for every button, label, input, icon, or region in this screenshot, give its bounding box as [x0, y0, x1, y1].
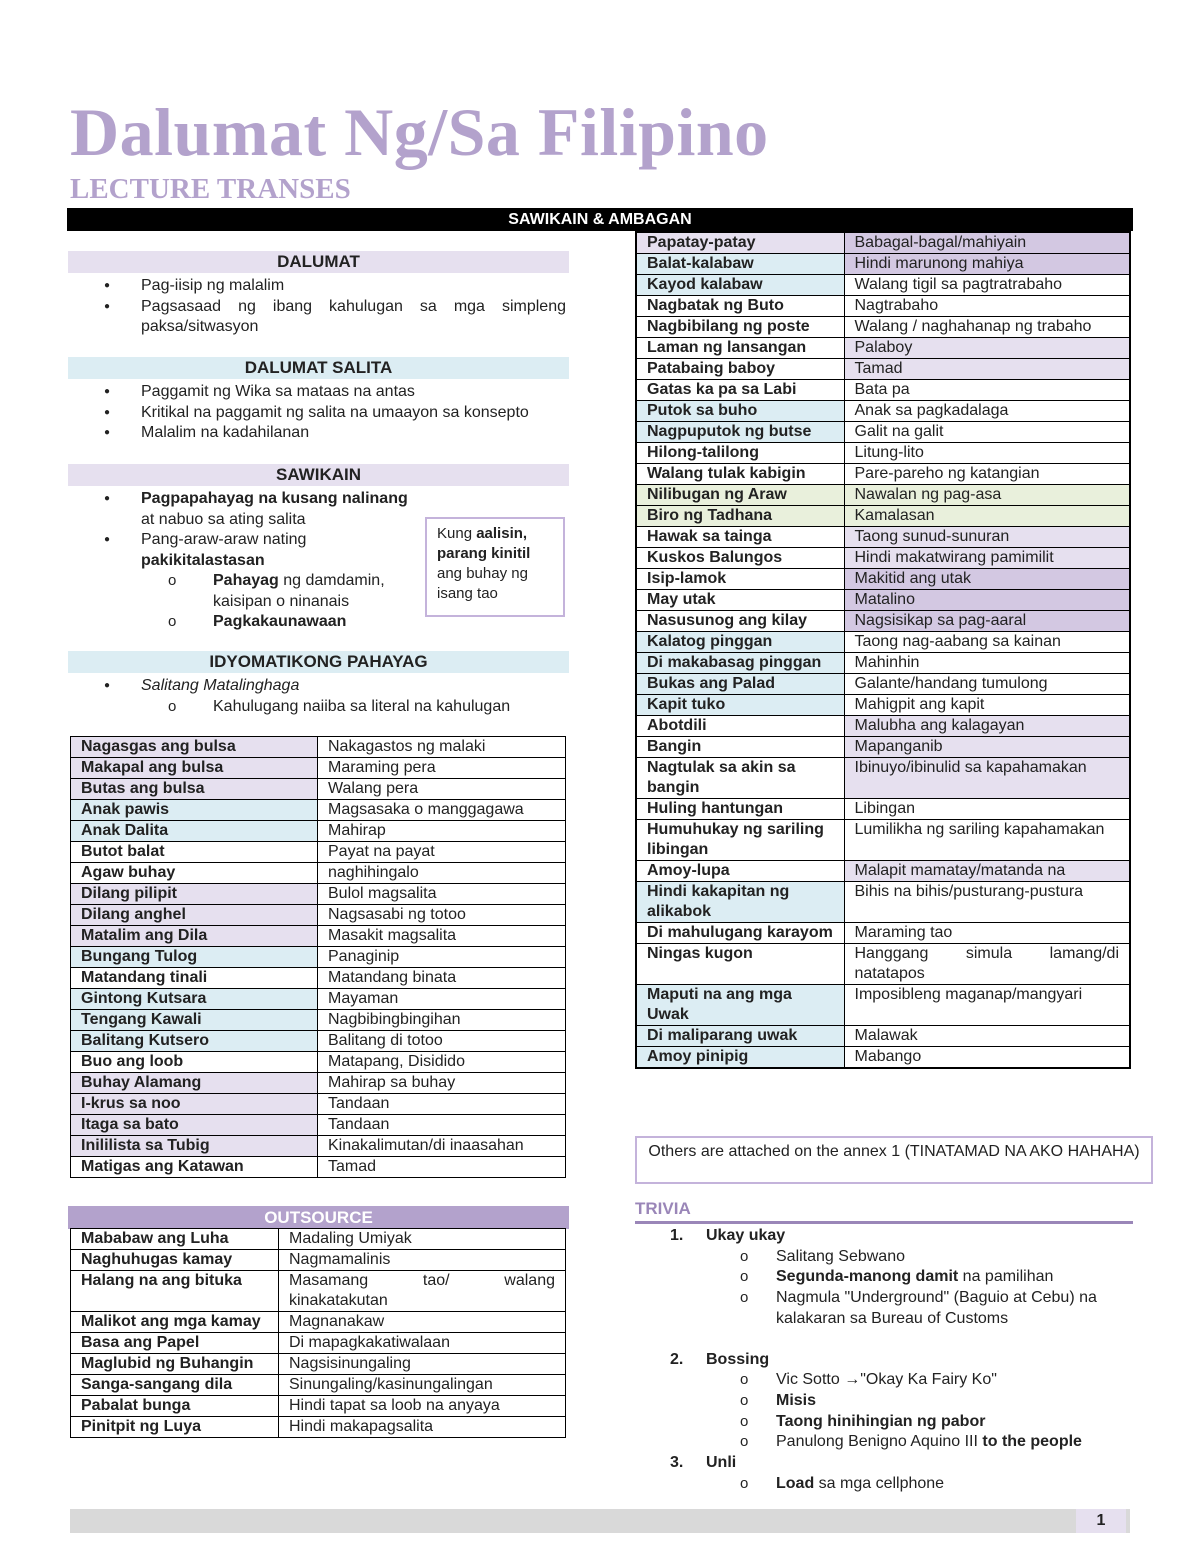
table-row	[71, 842, 566, 863]
meaning-cell: Kamalasan	[844, 506, 1130, 527]
list-item: ● Paggamit ng Wika sa mataas na antas	[100, 382, 566, 403]
table-row	[636, 422, 1130, 443]
meaning-cell: Malawak	[844, 1026, 1130, 1047]
trivia-sub-item	[740, 1474, 1140, 1495]
idiom-cell: Amoy pinipig	[636, 1047, 844, 1069]
idiom-cell: Walang tulak kabigin	[636, 464, 844, 485]
idiom-cell: Patabaing baboy	[636, 359, 844, 380]
meaning-cell: Litung-lito	[844, 443, 1130, 464]
idiom-cell: Halang na ang bituka	[71, 1271, 279, 1312]
table-row	[71, 1010, 566, 1031]
idiom-cell: Butot balat	[71, 842, 318, 863]
table-row	[636, 232, 1130, 254]
table-row	[636, 275, 1130, 296]
table-row	[71, 821, 566, 842]
meaning-cell: Nawalan ng pag-asa	[844, 485, 1130, 506]
table-row	[71, 1375, 566, 1396]
meaning-cell: Masamang tao/ walang kinakatakutan	[279, 1271, 566, 1312]
meaning-cell: Taong nag-aabang sa kainan	[844, 632, 1130, 653]
meaning-cell: Magsasaka o manggagawa	[318, 800, 566, 821]
dalumat-list	[100, 276, 566, 338]
page-title: Dalumat Ng/Sa Filipino	[70, 94, 769, 170]
meaning-cell: Tamad	[318, 1157, 566, 1178]
meaning-cell: Walang pera	[318, 779, 566, 800]
trivia-text: sa mga cellphone	[814, 1474, 945, 1492]
idiom-cell: Humuhukay ng sariling libingan	[636, 820, 844, 861]
trivia-item	[670, 1226, 1140, 1247]
table-row	[636, 985, 1130, 1026]
meaning-cell: Malapit mamatay/matanda na	[844, 861, 1130, 882]
idiom-cell: Matandang tinali	[71, 968, 318, 989]
table-row	[71, 1229, 566, 1250]
trivia-bold: Misis	[776, 1391, 817, 1409]
table-row	[636, 611, 1130, 632]
meaning-cell: Di mapagkakatiwalaan	[279, 1333, 566, 1354]
table-row	[71, 1396, 566, 1417]
table-row	[636, 674, 1130, 695]
table-row	[71, 1312, 566, 1333]
table-row	[71, 1271, 566, 1312]
table-row	[636, 506, 1130, 527]
callout-pre: Kung	[437, 525, 477, 542]
trivia-list	[670, 1226, 1140, 1494]
meaning-cell: Babagal-bagal/mahiyain	[844, 232, 1130, 254]
trivia-sub-item	[740, 1391, 1140, 1412]
list-item	[100, 489, 415, 530]
table-row	[636, 485, 1130, 506]
idiom-cell: Nagbibilang ng poste	[636, 317, 844, 338]
idyomatiko-item: Salitang Matalinghaga	[141, 677, 300, 694]
idiom-cell: Sanga-sangang dila	[71, 1375, 279, 1396]
meaning-cell: Magnanakaw	[279, 1312, 566, 1333]
table-row	[636, 632, 1130, 653]
table-row	[636, 861, 1130, 882]
meaning-cell: Galante/handang tumulong	[844, 674, 1130, 695]
idiom-cell: Isip-lamok	[636, 569, 844, 590]
meaning-cell: Lumilikha ng sariling kapahamakan	[844, 820, 1130, 861]
meaning-cell: Nagsisinungaling	[279, 1354, 566, 1375]
meaning-cell: Walang / naghahanap ng trabaho	[844, 317, 1130, 338]
idiom-cell: Nagbatak ng Buto	[636, 296, 844, 317]
table-row	[71, 1136, 566, 1157]
meaning-cell: Mapanganib	[844, 737, 1130, 758]
idiom-cell: Agaw buhay	[71, 863, 318, 884]
table-row	[71, 926, 566, 947]
meaning-cell: Panaginip	[318, 947, 566, 968]
idiom-cell: Hawak sa tainga	[636, 527, 844, 548]
callout-rest: ang buhay ng isang tao	[437, 565, 528, 602]
trivia-sublist	[670, 1370, 1140, 1453]
trivia-bold: Taong hinihingian ng pabor	[776, 1412, 986, 1430]
trivia-title: Unli	[706, 1454, 737, 1472]
meaning-cell: Libingan	[844, 799, 1130, 820]
table-row	[636, 882, 1130, 923]
idiom-cell: Buo ang loob	[71, 1052, 318, 1073]
idiom-cell: Kayod kalabaw	[636, 275, 844, 296]
trivia-sub-item: o Salitang Sebwano	[740, 1247, 1140, 1268]
meaning-cell: naghihingalo	[318, 863, 566, 884]
idiom-cell: Kapit tuko	[636, 695, 844, 716]
idiom-cell: Balat-kalabaw	[636, 254, 844, 275]
idiom-cell: Putok sa buho	[636, 401, 844, 422]
table-row	[71, 1417, 566, 1438]
sawikain-item2-bold: pakikitalastasan	[141, 551, 265, 569]
trivia-number: 1.	[670, 1227, 684, 1244]
table-row	[636, 758, 1130, 799]
sawikain-callout	[425, 517, 565, 617]
callout-bold: aalisin, parang kinitil	[437, 525, 531, 562]
idiom-cell: Pabalat bunga	[71, 1396, 279, 1417]
meaning-cell: Walang tigil sa pagtratrabaho	[844, 275, 1130, 296]
sawikain-list	[100, 489, 415, 633]
idiom-cell: May utak	[636, 590, 844, 611]
trivia-item	[670, 1350, 1140, 1371]
table-row	[636, 1047, 1130, 1069]
meaning-cell: Matandang binata	[318, 968, 566, 989]
meaning-cell: Nagmamalinis	[279, 1250, 566, 1271]
table-row	[636, 716, 1130, 737]
idiom-cell: Gatas ka pa sa Labi	[636, 380, 844, 401]
table-row	[71, 989, 566, 1010]
idiom-cell: Nilibugan ng Araw	[636, 485, 844, 506]
idiom-cell: Tengang Kawali	[71, 1010, 318, 1031]
table-row	[636, 464, 1130, 485]
meaning-cell: Nagtrabaho	[844, 296, 1130, 317]
sawikain-sub1-rest: ng damdamin, kaisipan o ninanais	[213, 572, 385, 610]
sub-list-item	[168, 612, 415, 633]
list-item	[100, 676, 566, 717]
meaning-cell: Taong sunud-sunuran	[844, 527, 1130, 548]
idiom-cell: Dilang anghel	[71, 905, 318, 926]
idiom-cell: Makapal ang bulsa	[71, 758, 318, 779]
idiom-cell: Huling hantungan	[636, 799, 844, 820]
sawikain-sublist	[141, 571, 415, 633]
table-row	[636, 944, 1130, 985]
meaning-cell: Ibinuyo/ibinulid sa kapahamakan	[844, 758, 1130, 799]
footer-bar	[70, 1509, 1130, 1533]
meaning-cell: Mabango	[844, 1047, 1130, 1069]
idiom-cell: Nagtulak sa akin sa bangin	[636, 758, 844, 799]
meaning-cell: Maraming pera	[318, 758, 566, 779]
table-row	[636, 359, 1130, 380]
sub-list-item: o Kahulugang naiiba sa literal na kahulugan	[168, 697, 566, 718]
idiom-cell: Balitang Kutsero	[71, 1031, 318, 1052]
idiom-cell: Matalim ang Dila	[71, 926, 318, 947]
meaning-cell: Mayaman	[318, 989, 566, 1010]
idiom-cell: Abotdili	[636, 716, 844, 737]
section-banner: SAWIKAIN & AMBAGAN	[67, 208, 1133, 231]
meaning-cell: Nagsisikap sa pag-aaral	[844, 611, 1130, 632]
idiom-cell: Itaga sa bato	[71, 1115, 318, 1136]
idiom-cell: Anak Dalita	[71, 821, 318, 842]
meaning-cell: Mahirap	[318, 821, 566, 842]
meaning-cell: Tandaan	[318, 1094, 566, 1115]
trivia-title: Ukay ukay	[706, 1227, 786, 1244]
table-row	[71, 1250, 566, 1271]
outsource-heading: OUTSOURCE	[68, 1206, 569, 1229]
trivia-bold: Load	[776, 1474, 815, 1492]
list-item: ● Pag-iisip ng malalim	[100, 276, 566, 297]
idiom-cell: Kalatog pinggan	[636, 632, 844, 653]
meaning-cell: Hindi marunong mahiya	[844, 254, 1130, 275]
trivia-number: 3.	[670, 1454, 684, 1472]
table-row	[71, 947, 566, 968]
meaning-cell: Galit na galit	[844, 422, 1130, 443]
trivia-sub-item: o Vic Sotto →"Okay Ka Fairy Ko"	[740, 1370, 1140, 1391]
table-row	[636, 590, 1130, 611]
idiom-cell: Di mahulugang karayom	[636, 923, 844, 944]
idiom-cell: Mababaw ang Luha	[71, 1229, 279, 1250]
idiom-cell: Hilong-talilong	[636, 443, 844, 464]
idiom-cell: Buhay Alamang	[71, 1073, 318, 1094]
meaning-cell: Hanggang simula lamang/di natatapos	[844, 944, 1130, 985]
table-row	[71, 1094, 566, 1115]
idiom-cell: Biro ng Tadhana	[636, 506, 844, 527]
trivia-sublist	[670, 1474, 1140, 1495]
meaning-cell: Hindi makapagsalita	[279, 1417, 566, 1438]
meaning-cell: Tandaan	[318, 1115, 566, 1136]
idiom-cell: Maputi na ang mga Uwak	[636, 985, 844, 1026]
dalumat-salita-list	[100, 382, 566, 444]
idyomatiko-sublist	[141, 697, 566, 718]
meaning-cell: Hindi tapat sa loob na anyaya	[279, 1396, 566, 1417]
idiom-cell: Pinitpit ng Luya	[71, 1417, 279, 1438]
meaning-cell: Nagbibingbingihan	[318, 1010, 566, 1031]
idiom-cell: Matigas ang Katawan	[71, 1157, 318, 1178]
idiom-cell: Papatay-patay	[636, 232, 844, 254]
table-row	[636, 296, 1130, 317]
meaning-cell: Payat na payat	[318, 842, 566, 863]
idiom-cell: I-krus sa noo	[71, 1094, 318, 1115]
table-row	[71, 800, 566, 821]
idiom-cell: Bangin	[636, 737, 844, 758]
list-item	[100, 530, 415, 633]
sawikain-item1-bold: Pagpapahayag na kusang nalinang	[141, 490, 408, 507]
idiom-cell: Inililista sa Tubig	[71, 1136, 318, 1157]
meaning-cell: Hindi makatwirang pamimilit	[844, 548, 1130, 569]
idiom-cell: Dilang pilipit	[71, 884, 318, 905]
idiom-cell: Bungang Tulog	[71, 947, 318, 968]
sawikain-item1-rest: at nabuo sa ating salita	[141, 510, 306, 528]
sawikain-item2-pre: Pang-araw-araw nating	[141, 531, 307, 548]
idiom-cell: Ningas kugon	[636, 944, 844, 985]
trivia-text: na pamilihan	[958, 1268, 1054, 1286]
table-row	[71, 1073, 566, 1094]
table-row	[636, 401, 1130, 422]
idioms-table-right	[635, 231, 1131, 1069]
meaning-cell: Nagsasabi ng totoo	[318, 905, 566, 926]
list-item: ● Malalim na kadahilanan	[100, 423, 566, 444]
idioms-table-left	[70, 736, 566, 1178]
meaning-cell: Kinakalimutan/di inaasahan	[318, 1136, 566, 1157]
table-row	[71, 1031, 566, 1052]
table-row	[71, 758, 566, 779]
trivia-text: Panulong Benigno Aquino III	[776, 1433, 983, 1451]
meaning-cell: Malubha ang kalagayan	[844, 716, 1130, 737]
trivia-sub-item	[740, 1412, 1140, 1433]
table-row	[71, 737, 566, 758]
trivia-bold: to the people	[982, 1433, 1082, 1451]
table-row	[71, 1333, 566, 1354]
trivia-sub-item	[740, 1432, 1140, 1453]
meaning-cell: Palaboy	[844, 338, 1130, 359]
table-row	[71, 1157, 566, 1178]
idiom-cell: Amoy-lupa	[636, 861, 844, 882]
sawikain-heading: SAWIKAIN	[68, 464, 569, 486]
idiom-cell: Laman ng lansangan	[636, 338, 844, 359]
list-item: ● Kritikal na paggamit ng salita na umaayon sa konsepto	[100, 403, 566, 424]
trivia-sub-item: o Nagmula "Underground" (Baguio at Cebu) na kalakaran sa Bureau of Customs	[740, 1288, 1140, 1329]
meaning-cell: Bihis na bihis/pusturang-pustura	[844, 882, 1130, 923]
idiom-cell: Naghuhugas kamay	[71, 1250, 279, 1271]
meaning-cell: Bulol magsalita	[318, 884, 566, 905]
table-row	[636, 653, 1130, 674]
outsource-table	[70, 1228, 566, 1438]
idiom-cell: Anak pawis	[71, 800, 318, 821]
meaning-cell: Anak sa pagkadalaga	[844, 401, 1130, 422]
table-row	[71, 884, 566, 905]
list-item: ● Pagsasaad ng ibang kahulugan sa mga simpleng paksa/sitwasyon	[100, 297, 566, 338]
table-row	[71, 779, 566, 800]
meaning-cell: Balitang di totoo	[318, 1031, 566, 1052]
meaning-cell: Nakagastos ng malaki	[318, 737, 566, 758]
meaning-cell: Mahinhin	[844, 653, 1130, 674]
sawikain-sub1-bold: Pahayag	[213, 572, 279, 589]
idiom-cell: Nagasgas ang bulsa	[71, 737, 318, 758]
table-row	[636, 527, 1130, 548]
table-row	[636, 548, 1130, 569]
table-row	[71, 1354, 566, 1375]
dalumat-salita-heading: DALUMAT SALITA	[68, 357, 569, 379]
meaning-cell: Imposibleng maganap/mangyari	[844, 985, 1130, 1026]
table-row	[636, 338, 1130, 359]
page-subtitle: LECTURE TRANSES	[70, 173, 351, 205]
page-number: 1	[1076, 1509, 1126, 1533]
idiom-cell: Malikot ang mga kamay	[71, 1312, 279, 1333]
meaning-cell: Mahirap sa buhay	[318, 1073, 566, 1094]
idyomatiko-heading: IDYOMATIKONG PAHAYAG	[68, 651, 569, 673]
meaning-cell: Sinungaling/kasinungalingan	[279, 1375, 566, 1396]
sub-list-item	[168, 571, 415, 612]
table-row	[636, 443, 1130, 464]
table-row	[636, 569, 1130, 590]
meaning-cell: Tamad	[844, 359, 1130, 380]
meaning-cell: Matalino	[844, 590, 1130, 611]
table-row	[71, 905, 566, 926]
idyomatiko-list	[100, 676, 566, 717]
table-row	[636, 820, 1130, 861]
meaning-cell: Pare-pareho ng katangian	[844, 464, 1130, 485]
table-row	[636, 923, 1130, 944]
meaning-cell: Matapang, Disidido	[318, 1052, 566, 1073]
idiom-cell: Gintong Kutsara	[71, 989, 318, 1010]
idiom-cell: Kuskos Balungos	[636, 548, 844, 569]
trivia-heading: TRIVIA	[635, 1199, 1133, 1224]
trivia-item	[670, 1453, 1140, 1474]
table-row	[636, 254, 1130, 275]
table-row	[71, 1052, 566, 1073]
meaning-cell: Madaling Umiyak	[279, 1229, 566, 1250]
table-row	[636, 1026, 1130, 1047]
sawikain-sub2-bold: Pagkakaunawaan	[213, 613, 347, 630]
meaning-cell: Masakit magsalita	[318, 926, 566, 947]
table-row	[71, 1115, 566, 1136]
trivia-sublist	[670, 1247, 1140, 1330]
meaning-cell: Maraming tao	[844, 923, 1130, 944]
meaning-cell: Mahigpit ang kapit	[844, 695, 1130, 716]
meaning-cell: Makitid ang utak	[844, 569, 1130, 590]
idiom-cell: Butas ang bulsa	[71, 779, 318, 800]
trivia-title: Bossing	[706, 1350, 770, 1368]
table-row	[71, 968, 566, 989]
trivia-number: 2.	[670, 1350, 684, 1368]
idiom-cell: Hindi kakapitan ng alikabok	[636, 882, 844, 923]
table-row	[636, 317, 1130, 338]
idiom-cell: Di makabasag pinggan	[636, 653, 844, 674]
table-row	[636, 695, 1130, 716]
idiom-cell: Nagpuputok ng butse	[636, 422, 844, 443]
annex-note: Others are attached on the annex 1 (TINATAMAD NA AKO HAHAHA)	[635, 1136, 1153, 1184]
meaning-cell: Bata pa	[844, 380, 1130, 401]
idiom-cell: Basa ang Papel	[71, 1333, 279, 1354]
table-row	[636, 799, 1130, 820]
idiom-cell: Bukas ang Palad	[636, 674, 844, 695]
idiom-cell: Maglubid ng Buhangin	[71, 1354, 279, 1375]
dalumat-heading: DALUMAT	[68, 251, 569, 273]
trivia-bold: Segunda-manong damit	[776, 1268, 959, 1286]
table-row	[636, 380, 1130, 401]
trivia-sub-item	[740, 1267, 1140, 1288]
idiom-cell: Nasusunog ang kilay	[636, 611, 844, 632]
table-row	[636, 737, 1130, 758]
idiom-cell: Di maliparang uwak	[636, 1026, 844, 1047]
table-row	[71, 863, 566, 884]
